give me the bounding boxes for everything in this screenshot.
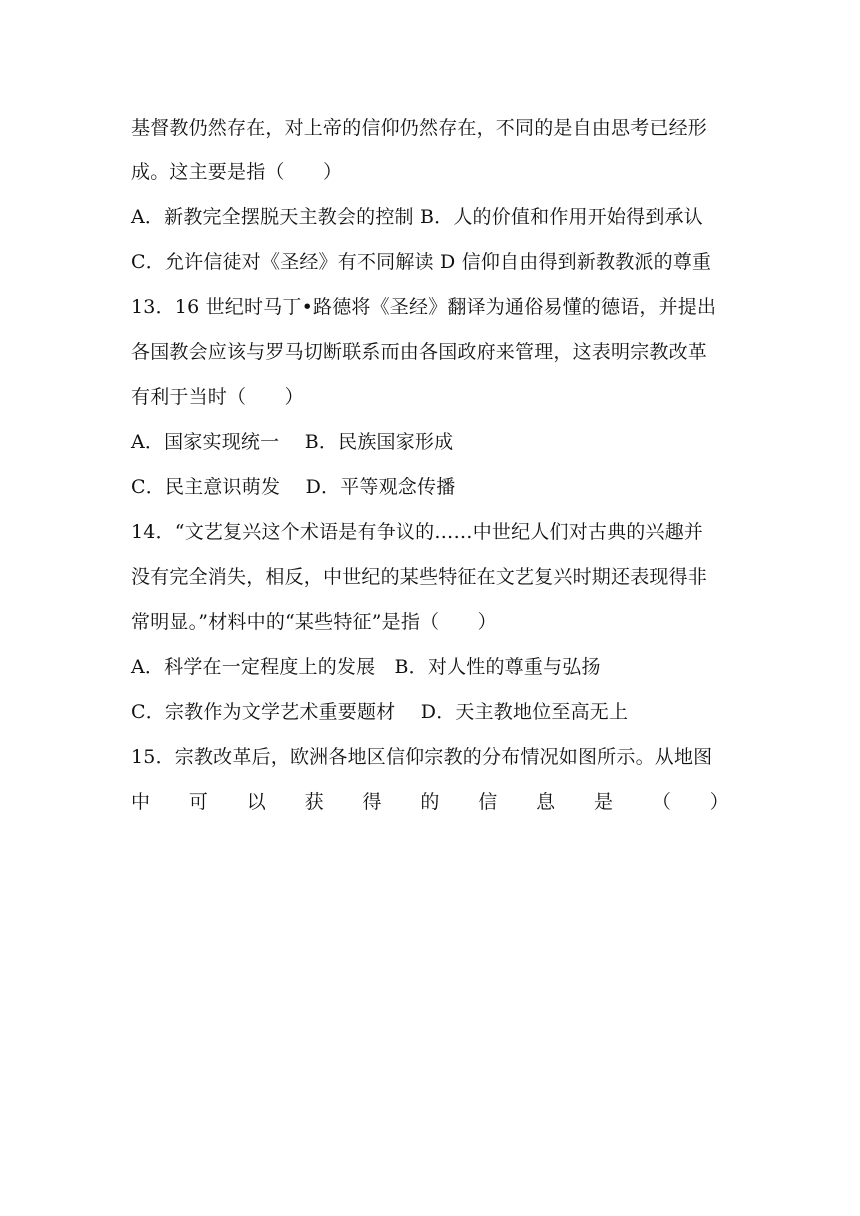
q15-stem-line-1: 15．宗教改革后，欧洲各地区信仰宗教的分布情况如图所示。从地图 bbox=[131, 746, 713, 768]
q13-stem-line-2: 各国教会应该与罗马切断联系而由各国政府来管理，这表明宗教改革 bbox=[131, 341, 708, 363]
q14-options-ab: A．科学在一定程度上的发展 B．对人性的尊重与弘扬 bbox=[131, 656, 601, 678]
q15-char: 可 bbox=[188, 791, 209, 813]
q15-char: 以 bbox=[246, 791, 266, 813]
q15-char: 息 bbox=[536, 791, 556, 813]
q13-stem-line-3: 有利于当时（ ） bbox=[131, 386, 304, 408]
q13-options-ab: A．国家实现统一 B．民族国家形成 bbox=[131, 431, 454, 453]
q14-stem-line-2: 没有完全消失，相反，中世纪的某些特征在文艺复兴时期还表现得非 bbox=[131, 566, 708, 588]
q12-stem-line-1: 基督教仍然存在，对上帝的信仰仍然存在，不同的是自由思考已经形 bbox=[131, 117, 708, 139]
q15-char: 是 bbox=[594, 791, 614, 813]
q14-options-cd: C．宗教作为文学艺术重要题材 D．天主教地位至高无上 bbox=[131, 701, 629, 723]
q14-stem-line-1: 14．“文艺复兴这个术语是有争议的……中世纪人们对古典的兴趣并 bbox=[131, 521, 704, 543]
q15-char: 的 bbox=[420, 791, 440, 813]
q15-char: 中 bbox=[131, 791, 151, 813]
q13-options-cd: C．民主意识萌发 D．平等观念传播 bbox=[131, 476, 456, 498]
q12-options-cd: C．允许信徒对《圣经》有不同解读 D 信仰自由得到新教教派的尊重 bbox=[131, 251, 712, 273]
q15-char: 信 bbox=[478, 791, 498, 813]
q15-char: 获 bbox=[304, 791, 324, 813]
q15-stem-line-2 bbox=[131, 790, 729, 814]
q12-options-ab: A．新教完全摆脱天主教会的控制 B．人的价值和作用开始得到承认 bbox=[131, 206, 703, 228]
q15-char: 得 bbox=[362, 791, 382, 813]
q12-stem-line-2: 成。这主要是指（ ） bbox=[131, 161, 343, 183]
q13-stem-line-1: 13．16 世纪时马丁•路德将《圣经》翻译为通俗易懂的德语，并提出 bbox=[131, 296, 717, 318]
q14-stem-line-3: 常明显。”材料中的“某些特征”是指（ ） bbox=[131, 611, 497, 633]
q15-char: ） bbox=[709, 791, 729, 813]
q15-char: （ bbox=[651, 791, 672, 813]
